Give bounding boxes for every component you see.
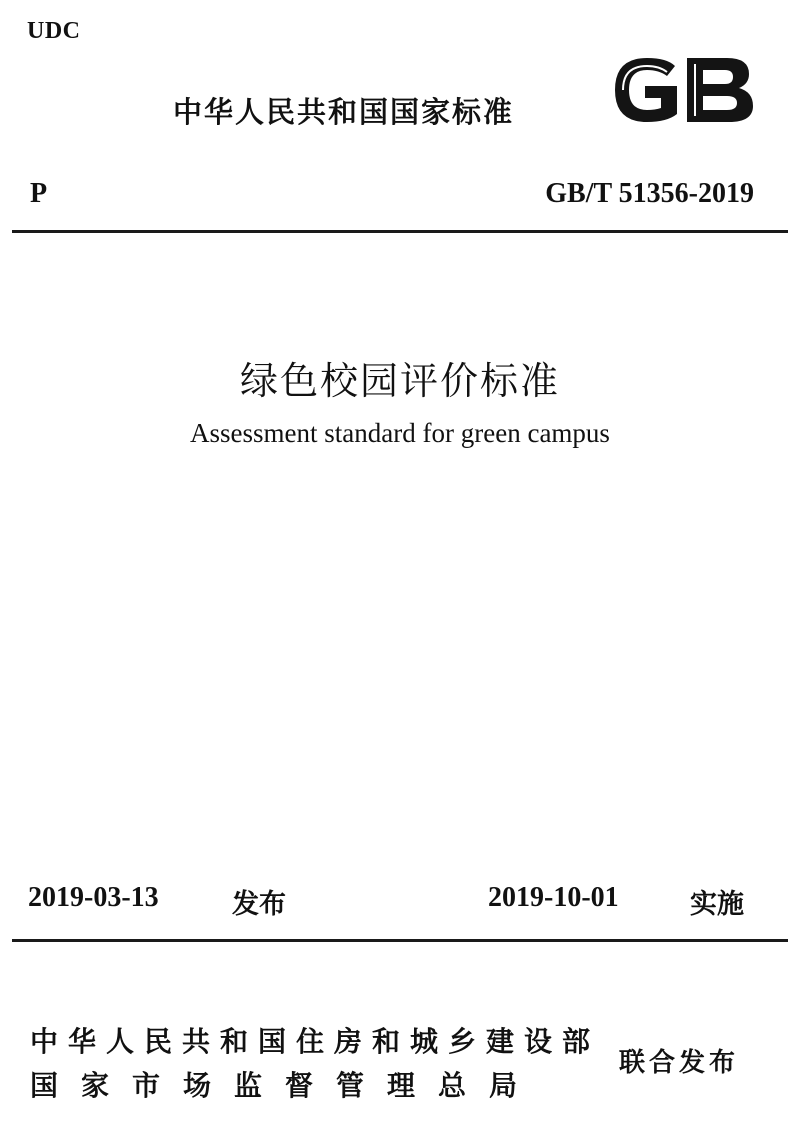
category-code: P [30,178,48,209]
gb-logo [607,52,755,128]
bottom-divider [12,939,788,942]
implementation-label: 实施 [690,889,744,920]
standard-type-title: 中华人民共和国国家标准 [173,95,515,129]
issue-date: 2019-03-13 [28,882,159,913]
standard-number: GB/T 51356-2019 [545,178,754,209]
issuer-line-1: 中华人民共和国住房和城乡建设部 [30,1025,601,1058]
top-divider [12,230,788,233]
udc-label: UDC [27,18,81,44]
title-chinese: 绿色校园评价标准 [239,359,560,403]
joint-issue-label: 联合发布 [619,1048,740,1078]
implementation-date: 2019-10-01 [488,882,619,913]
issuer-line-2: 国家市场监督管理总局 [30,1069,541,1102]
issue-label: 发布 [232,889,286,920]
title-english: Assessment standard for green campus [190,418,610,448]
